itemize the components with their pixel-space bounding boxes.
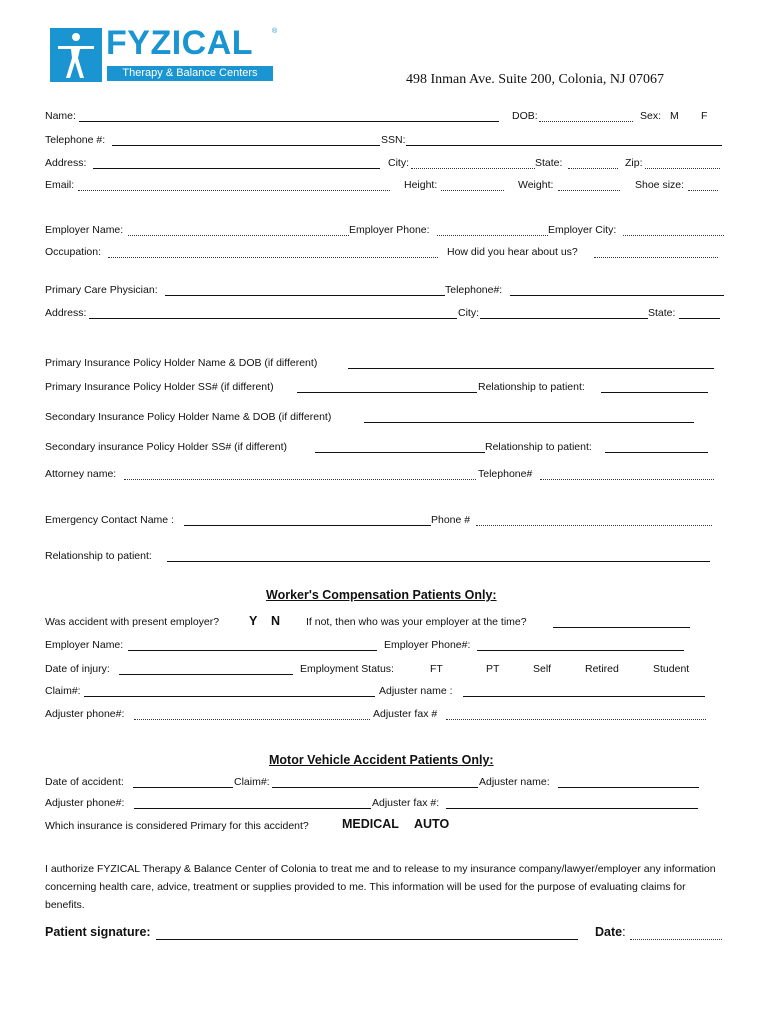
prior-employer-label: If not, then who was your employer at the time? xyxy=(306,616,527,628)
address-field[interactable] xyxy=(93,168,380,169)
emergency-relationship-label: Relationship to patient: xyxy=(45,550,152,562)
adjuster-phone-label: Adjuster phone#: xyxy=(45,708,125,720)
height-label: Height: xyxy=(404,179,438,191)
secondary-holder-field[interactable] xyxy=(364,422,694,423)
heard-about-label: How did you hear about us? xyxy=(447,246,578,258)
emergency-contact-label: Emergency Contact Name : xyxy=(45,514,174,526)
signature-label: Patient signature: xyxy=(45,925,151,939)
mva-adjuster-fax-label: Adjuster fax #: xyxy=(372,797,440,809)
accident-employer-label: Was accident with present employer? xyxy=(45,616,220,628)
claim-field[interactable] xyxy=(84,696,375,697)
secondary-ssn-label: Secondary insurance Policy Holder SS# (if different) xyxy=(45,441,288,453)
secondary-relationship-field[interactable] xyxy=(605,452,708,453)
primary-holder-label: Primary Insurance Policy Holder Name & DOB (if different) xyxy=(45,357,318,369)
pcp-city-field[interactable] xyxy=(480,318,648,319)
adjuster-fax-field[interactable] xyxy=(446,719,706,720)
attorney-field[interactable] xyxy=(124,479,476,480)
status-self-option[interactable]: Self xyxy=(533,663,552,675)
employer-phone-label: Employer Phone: xyxy=(349,224,430,236)
accident-no-option[interactable]: N xyxy=(271,614,281,628)
mva-adjuster-phone-label: Adjuster phone#: xyxy=(45,797,125,809)
secondary-ssn-field[interactable] xyxy=(315,452,485,453)
employment-status-label: Employment Status: xyxy=(300,663,394,675)
mva-adjuster-phone-field[interactable] xyxy=(134,808,371,809)
clinic-address: 498 Inman Ave. Suite 200, Colonia, NJ 07067 xyxy=(406,72,664,87)
ssn-field[interactable] xyxy=(406,145,722,146)
primary-holder-field[interactable] xyxy=(348,368,714,369)
emergency-phone-label: Phone # xyxy=(431,514,471,526)
employer-city-field[interactable] xyxy=(623,235,724,236)
pcp-state-field[interactable] xyxy=(679,318,720,319)
signature-date-label: Date: xyxy=(595,925,626,939)
injury-date-field[interactable] xyxy=(119,674,293,675)
telephone-label: Telephone #: xyxy=(45,134,106,146)
name-label: Name: xyxy=(45,110,76,122)
adjuster-name-label: Adjuster name : xyxy=(379,685,453,697)
medical-option[interactable]: MEDICAL xyxy=(342,817,399,831)
sex-f-option[interactable]: F xyxy=(701,110,708,122)
registered-mark: ® xyxy=(272,28,278,35)
injury-date-label: Date of injury: xyxy=(45,663,110,675)
employer-name-label: Employer Name: xyxy=(45,224,124,236)
adjuster-fax-label: Adjuster fax # xyxy=(373,708,438,720)
occupation-field[interactable] xyxy=(108,257,438,258)
accident-yes-option[interactable]: Y xyxy=(249,614,258,628)
mva-heading: Motor Vehicle Accident Patients Only: xyxy=(269,753,494,767)
auto-option[interactable]: AUTO xyxy=(414,817,450,831)
adjuster-name-field[interactable] xyxy=(463,696,705,697)
claim-label: Claim#: xyxy=(45,685,81,697)
email-label: Email: xyxy=(45,179,75,191)
figure-icon xyxy=(50,28,102,82)
pcp-field[interactable] xyxy=(165,295,445,296)
prior-employer-field[interactable] xyxy=(553,627,690,628)
attorney-telephone-field[interactable] xyxy=(540,479,714,480)
primary-insurance-question: Which insurance is considered Primary for this accident? xyxy=(45,820,309,832)
address-label: Address: xyxy=(45,157,87,169)
secondary-holder-label: Secondary Insurance Policy Holder Name & DOB (if different) xyxy=(45,411,332,423)
pcp-state-label: State: xyxy=(648,307,676,319)
accident-date-label: Date of accident: xyxy=(45,776,124,788)
mva-claim-field[interactable] xyxy=(272,787,478,788)
dob-label: DOB: xyxy=(512,110,538,122)
weight-field[interactable] xyxy=(558,190,620,191)
signature-field[interactable] xyxy=(156,939,578,940)
mva-adjuster-field[interactable] xyxy=(558,787,699,788)
primary-ssn-label: Primary Insurance Policy Holder SS# (if different) xyxy=(45,381,274,393)
employer-phone-field[interactable] xyxy=(437,235,548,236)
attorney-label: Attorney name: xyxy=(45,468,117,480)
state-field[interactable] xyxy=(568,168,618,169)
sex-m-option[interactable]: M xyxy=(670,110,679,122)
employer-name-field[interactable] xyxy=(128,235,349,236)
city-field[interactable] xyxy=(411,168,535,169)
emergency-phone-field[interactable] xyxy=(476,525,712,526)
emergency-relationship-field[interactable] xyxy=(167,561,710,562)
email-field[interactable] xyxy=(78,190,390,191)
state-label: State: xyxy=(535,157,563,169)
pcp-city-label: City: xyxy=(458,307,479,319)
ssn-label: SSN: xyxy=(381,134,406,146)
city-label: City: xyxy=(388,157,409,169)
status-student-option[interactable]: Student xyxy=(653,663,690,675)
occupation-label: Occupation: xyxy=(45,246,102,258)
telephone-field[interactable] xyxy=(112,145,380,146)
mva-claim-label: Claim#: xyxy=(234,776,270,788)
wc-employer-phone-field[interactable] xyxy=(477,650,684,651)
wc-employer-name-label: Employer Name: xyxy=(45,639,124,651)
status-pt-option[interactable]: PT xyxy=(486,663,500,675)
emergency-contact-field[interactable] xyxy=(184,525,431,526)
brand-name: FYZICAL xyxy=(106,24,254,62)
status-ft-option[interactable]: FT xyxy=(430,663,443,675)
pcp-address-label: Address: xyxy=(45,307,87,319)
primary-relationship-label: Relationship to patient: xyxy=(478,381,585,393)
secondary-relationship-label: Relationship to patient: xyxy=(485,441,592,453)
sex-label: Sex: xyxy=(640,110,662,122)
workers-comp-heading: Worker's Compensation Patients Only: xyxy=(266,588,497,602)
weight-label: Weight: xyxy=(518,179,554,191)
wc-employer-name-field[interactable] xyxy=(128,650,377,651)
brand-tagline: Therapy & Balance Centers xyxy=(107,66,273,81)
height-field[interactable] xyxy=(441,190,504,191)
mva-adjuster-label: Adjuster name: xyxy=(479,776,550,788)
wc-employer-phone-label: Employer Phone#: xyxy=(384,639,471,651)
pcp-address-field[interactable] xyxy=(89,318,457,319)
shoe-size-label: Shoe size: xyxy=(635,179,685,191)
shoe-size-field[interactable] xyxy=(688,190,718,191)
adjuster-phone-field[interactable] xyxy=(134,719,370,720)
heard-about-field[interactable] xyxy=(594,257,718,258)
primary-relationship-field[interactable] xyxy=(601,392,708,393)
attorney-telephone-label: Telephone# xyxy=(478,468,533,480)
signature-date-field[interactable] xyxy=(630,939,722,940)
fyzical-logo xyxy=(50,24,282,84)
primary-ssn-field[interactable] xyxy=(297,392,477,393)
pcp-telephone-label: Telephone#: xyxy=(445,284,503,296)
pcp-telephone-field[interactable] xyxy=(510,295,724,296)
zip-label: Zip: xyxy=(625,157,643,169)
zip-field[interactable] xyxy=(645,168,720,169)
dob-field[interactable] xyxy=(539,121,633,122)
mva-adjuster-fax-field[interactable] xyxy=(446,808,698,809)
name-field[interactable] xyxy=(79,121,499,122)
accident-date-field[interactable] xyxy=(133,787,233,788)
employer-city-label: Employer City: xyxy=(548,224,617,236)
authorization-text: I authorize FYZICAL Therapy & Balance Center of Colonia to treat me and to release to my insurance company/lawyer/employer any information concerning health care, advice, treatment or supplies provided to me. This information will be used for the purpose of evaluating claims for benefits. xyxy=(45,863,716,911)
status-retired-option[interactable]: Retired xyxy=(585,663,619,675)
pcp-label: Primary Care Physician: xyxy=(45,284,158,296)
